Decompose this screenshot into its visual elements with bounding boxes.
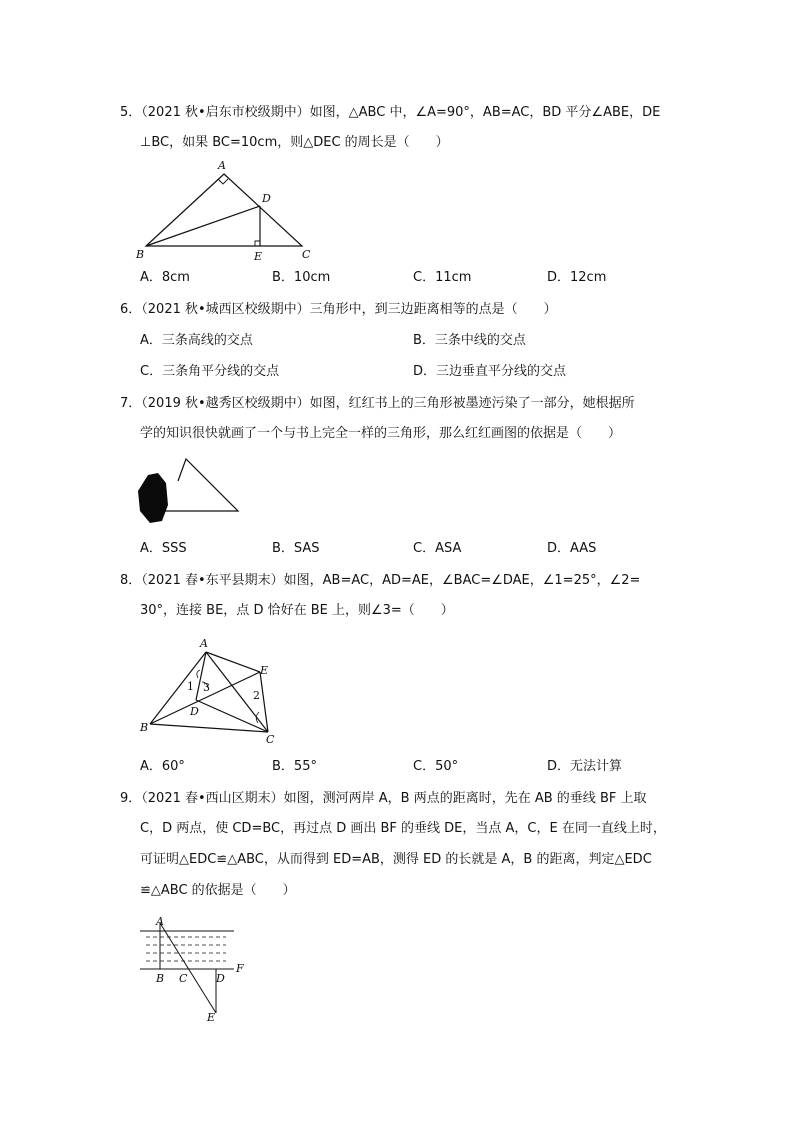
q5-option-c: C．11cm [413, 270, 472, 285]
q5-stem-line2: ⊥BC，如果 BC=10cm，则△DEC 的周长是（ ） [140, 135, 449, 150]
q9-label-d: D [216, 972, 225, 985]
q8-label-3: 3 [203, 681, 210, 694]
q9-label-f: F [236, 962, 244, 975]
q5-figure [134, 158, 324, 266]
q8-label-a: A [200, 637, 208, 650]
q5-option-a: A．8cm [140, 270, 190, 285]
q8-label-1: 1 [187, 680, 194, 693]
q7-figure [134, 455, 244, 530]
q5-option-d: D．12cm [547, 270, 607, 285]
q9-label-a: A [156, 915, 164, 928]
q8-option-b: B．55° [272, 759, 317, 774]
q8-label-e: E [260, 664, 269, 677]
q8-option-c: C．50° [413, 759, 459, 774]
q8-label-d: D [190, 705, 199, 718]
q7-option-c: C．ASA [413, 541, 462, 556]
ink-blot [138, 473, 168, 523]
q9-stem-line3: 可证明△EDC≌△ABC，从而得到 ED=AB，测得 ED 的长就是 A，B 的距离，判定△EDC [140, 852, 652, 867]
q6-option-a: A．三条高线的交点 [140, 333, 253, 348]
q7-stem-line2: 学的知识很快就画了一个与书上完全一样的三角形，那么红红画图的依据是（ ） [140, 426, 622, 441]
q6-stem: 6．（2021 秋•城西区校级期中）三角形中，到三边距离相等的点是（ ） [120, 302, 557, 317]
q8-stem-line1: 8．（2021 春•东平县期末）如图，AB=AC，AD=AE，∠BAC=∠DAE，∠1=25°，∠2= [120, 573, 641, 588]
q6-option-c: C．三条角平分线的交点 [140, 364, 280, 379]
q5-label-d: D [262, 192, 271, 205]
q5-option-b: B．10cm [272, 270, 331, 285]
q5-label-a: A [218, 159, 226, 172]
q9-label-b: B [156, 972, 165, 985]
q9-stem-line4: ≌△ABC 的依据是（ ） [140, 883, 296, 898]
q9-label-e: E [207, 1011, 216, 1024]
q8-figure [134, 632, 284, 744]
q5-label-e: E [254, 250, 263, 263]
q9-label-c: C [179, 972, 188, 985]
q7-stem-line1: 7．（2019 秋•越秀区校级期中）如图，红红书上的三角形被墨迹污染了一部分，她根据所 [120, 396, 635, 411]
q8-label-2: 2 [253, 689, 260, 702]
q6-option-b: B．三条中线的交点 [413, 333, 526, 348]
q7-option-a: A．SSS [140, 541, 187, 556]
q8-stem-line2: 30°，连接 BE，点 D 恰好在 BE 上，则∠3=（ ） [140, 603, 454, 618]
q5-stem-line1: 5．（2021 秋•启东市校级期中）如图，△ABC 中，∠A=90°，AB=AC，BD 平分∠ABE，DE [120, 105, 661, 120]
q5-label-c: C [302, 248, 311, 261]
q9-stem-line1: 9．（2021 春•西山区期末）如图，测河两岸 A，B 两点的距离时，先在 AB 的垂线 BF 上取 [120, 791, 647, 806]
q6-option-d: D．三边垂直平分线的交点 [413, 364, 567, 379]
q8-option-d: D．无法计算 [547, 759, 623, 774]
q8-label-c: C [266, 733, 275, 744]
q9-stem-line2: C，D 两点，使 CD=BC，再过点 D 画出 BF 的垂线 DE，当点 A，C，E 在同一直线上时， [140, 821, 666, 836]
q8-option-a: A．60° [140, 759, 185, 774]
q7-option-d: D．AAS [547, 541, 597, 556]
q8-label-b: B [140, 721, 149, 734]
q7-option-b: B．SAS [272, 541, 320, 556]
q5-label-b: B [136, 248, 145, 261]
q9-figure [134, 915, 258, 1025]
